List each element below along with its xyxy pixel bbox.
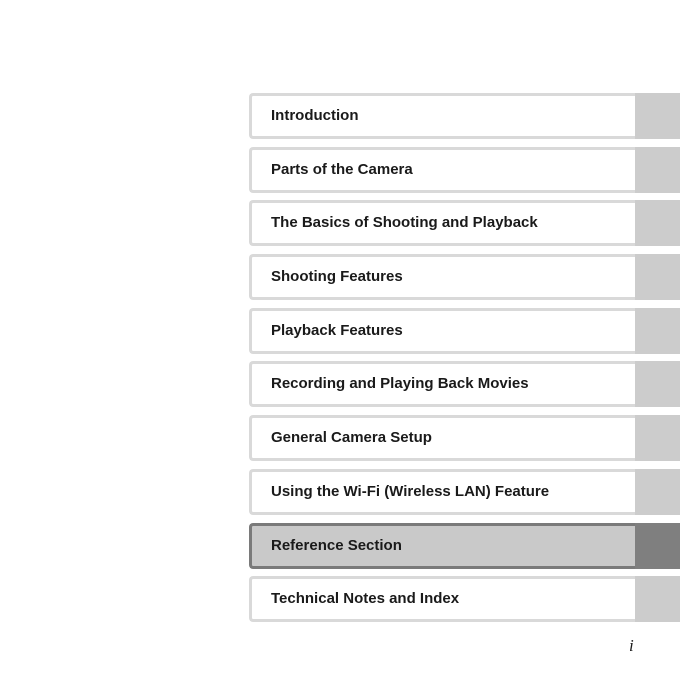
toc-item-reference-section[interactable] [249, 523, 680, 569]
section-tab [635, 254, 680, 300]
toc-item-label: Parts of the Camera [271, 160, 413, 178]
toc-item-label: Shooting Features [271, 268, 403, 286]
section-tab [635, 147, 680, 193]
toc-item-label: Introduction [271, 107, 359, 124]
toc-item-label: Technical Notes and Index [271, 590, 460, 608]
toc-item-introduction[interactable] [249, 93, 680, 139]
toc-item-playback-features[interactable] [249, 308, 680, 354]
toc-item-wifi-feature[interactable] [249, 469, 680, 515]
section-tab [635, 469, 680, 515]
toc-item-general-camera-setup[interactable] [249, 415, 680, 461]
section-tab [635, 200, 680, 246]
table-of-contents [249, 93, 680, 630]
toc-item-label: Using the Wi-Fi (Wireless LAN) Feature [271, 482, 550, 500]
toc-item-label: Reference Section [271, 536, 402, 554]
toc-item-recording-and-playing-back-movies[interactable] [249, 361, 680, 407]
section-tab [635, 93, 680, 139]
page-number: i [629, 636, 634, 655]
toc-item-shooting-features[interactable] [249, 254, 680, 300]
section-tab [635, 415, 680, 461]
toc-item-label: Playback Features [271, 321, 403, 339]
section-tab-active [635, 523, 680, 569]
toc-item-technical-notes-and-index[interactable] [249, 576, 680, 622]
toc-item-label: General Camera Setup [271, 429, 432, 447]
section-tab [635, 576, 680, 622]
toc-item-parts-of-the-camera[interactable] [249, 147, 680, 193]
section-tab [635, 361, 680, 407]
toc-item-label: The Basics of Shooting and Playback [271, 214, 538, 232]
section-tab [635, 308, 680, 354]
toc-item-basics-of-shooting-and-playback[interactable] [249, 200, 680, 246]
toc-item-label: Recording and Playing Back Movies [271, 375, 529, 393]
